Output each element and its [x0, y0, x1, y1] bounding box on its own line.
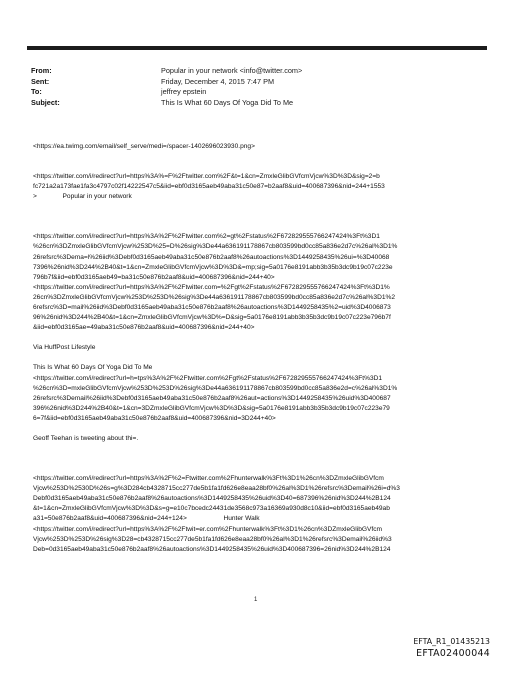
header-rule: [27, 46, 487, 50]
article-link-line: 396%26nid%3D244%2B40&t=1&cn=3DZmxleGlibGVfcmVjcw%3D%3D&sig=5a0176e8191abb3b35b3dc9b19c07c223e79: [33, 404, 390, 412]
spacer-image-link: <https://ea.twimg.com/email/self_serve/medi=/spacer-1402696023930.png>: [33, 143, 255, 150]
status-link-line: 6refsrc%3D=mail%26iid%3Debf0d3165aeb49aba31c50e876b2aaf8%26autoactions%3D1449258435%2=uid%3D4006873: [33, 304, 391, 312]
from-row: [31, 66, 491, 77]
status-link-line: <https://twitter.com/i/redirect?url=https%3A%2F%2Ftwitter.com=%2Fgt%2Fstatus%2F672829555766247424%3Ft%3D1%: [33, 283, 390, 291]
article-block: [33, 363, 488, 424]
article-link-line: <https://twitter.com/i/redirect?url=h=tps%3A%2F%2Ftwitter.com%2Fgt%2Fstatus%2F672829555766247424%3Ft%3D1: [33, 374, 383, 382]
from-value: Popular in your network <info@twitter.com>: [161, 66, 303, 75]
to-value: jeffrey epstein: [161, 87, 207, 97]
status-link-line: 7396%26nid%3D244%2B40&t=1&cn=ZmxleGlibGVfcmVjcw%3D%3D&=mp;sig=5a0176e8191abb3b35b3dc9b19c07c223e: [33, 263, 393, 271]
bates-number-large: EFTA02400044: [416, 648, 490, 659]
network-line: fc721a2a173fae1fa3c4797c02f14222547c5&iid=ebf0d3165aeb49aba31c50e87=b2aaf8&uid=400687396&nid=244+1553: [33, 183, 385, 191]
article-title: This Is What 60 Days Of Yoga Did To Me: [33, 364, 153, 372]
profile-link-line: a31=50e876b2aaf8&uid=400687396&nid=244+124> Hunter Walk: [33, 515, 260, 523]
status-link-line: &iid=ebf0d3165ae=49aba31c50e876b2aaf8&uid=400687396&nid=244+40>: [33, 324, 255, 332]
from-label: From:: [31, 66, 52, 75]
profile-link-line: <https://twitter.com/i/redirect?url=https%3A%2F%2Ftwit=er.com%2Fhunterwalk%3Ft%3D1%26cn%3DZmxleGlibGVfcm: [33, 525, 383, 533]
page-number: 1: [254, 597, 258, 603]
via-source: Via HuffPost Lifestyle: [33, 344, 96, 352]
sent-value: Friday, December 4, 2015 7:47 PM: [161, 76, 275, 86]
article-link-line: 6=7f&iid=ebf0d3165aeb49aba31c50e876b2aaf8&uid=400687396&nid=3D244+40>: [33, 414, 276, 422]
network-block: [33, 172, 488, 202]
sent-row: [31, 77, 491, 88]
tweeting-note: Geoff Teehan is tweeting about thi=.: [33, 434, 139, 442]
bates-number-small: EFTA_R1_01435213: [413, 637, 490, 646]
subject-row: [31, 98, 491, 109]
profile-link-line: Vjcw%253D%2530D%26s=g%3D284cb4328715cc277de5b1fa1fd626e8eaa28bf0%26al%3D1%26refsrc%3Demail%26i=d%3: [33, 485, 400, 493]
to-label: To:: [31, 87, 42, 97]
article-link-line: 26refsrc%3Demail%26iid%3Debf0d3165aeb49aba31c50e876b2aaf8%26aut=actions%3D1449258435%26uid%3D400687: [33, 394, 391, 402]
hunter-walk-block: [33, 474, 488, 555]
profile-link-line: Deb=0d3165aeb49aba31c50e876b2aaf8%26autoactions%3D1449258435%26uid%3D400687396=26nid%3D244%2B124: [33, 545, 391, 553]
sent-label: Sent:: [31, 76, 50, 86]
email-body: [33, 142, 488, 555]
status-link-line: 96%26nid%3D244%2B40&t=1&cn=ZmxleGlibGVfcmVjcw%3D%=D&sig=5a0176e8191abb3b35b3dc9b19c07c223e796b7f: [33, 314, 391, 322]
network-line: <https://twitter.com/i/redirect?url=https%3A%=F%2Ftwitter.com%2F&t=1&cn=ZmxleGlibGVfcmVjcw%3D%3D&sig=2=b: [33, 173, 380, 181]
status-link-line: <https://twitter.com/i/redirect?url=https%3A%2F%2Ftwitter.com%2=gt%2Fstatus%2F672829555766247424%3Ft%3D1: [33, 233, 380, 241]
status-link-line: 26cn%3DZmxleGlibGVfcmVjcw%253D%253D%26sig%3De44a636191178867cb803599bd0cc85a836e2d7c%26al%3D1%2: [33, 293, 396, 301]
status-link-line: 796b7f&iid=ebf0d3165aeb49=ba31c50e876b2aaf8&uid=400687396&nid=244+40>: [33, 273, 275, 281]
profile-link-line: <https://twitter.com/i/redirect?url=https%3A%2F%2=Ftwitter.com%2Fhunterwalk%3Ft%3D1%26cn%3DZmxleGlibGVfcm: [33, 475, 384, 483]
profile-link-line: Vjcw%253D%253D%26sig%3D28=cb4328715cc277de5b1fa1fd626e8eaa28bf0%26al%3D1%26refsrc%3Demail%26iid%3: [33, 535, 392, 543]
network-line: > Popular in your network: [33, 193, 132, 201]
status-link-line: %26cn%3DZmxleGlibGVfcmVjcw%253D%25=D%26sig%3De44a636191178867cb803599bd0cc85a836e2d7c%26al%3D1%: [33, 243, 398, 251]
article-link-line: %26cn%3D=mxleGlibGVfcmVjcw%253D%253D%26sig%3De44a636191178867cb803599bd0cc85a836e2d=c%26al%3D1%: [33, 384, 398, 392]
status-link-line: 26refsrc%3Dema=l%26iid%3Debf0d3165aeb49aba31c50e876b2aaf8%26autoactions%3D1449258435%26ui=%3D40068: [33, 253, 390, 261]
profile-link-line: &t=1&cn=ZmxleGlibGVfcmVjcw%3D%3D&s=g=e10c7bcedc24431de3568c973a16369a930d8c10&iid=ebf0d3165aeb49ab: [33, 505, 390, 513]
to-row: [31, 87, 491, 98]
subject-label: Subject:: [31, 97, 60, 107]
email-header: [31, 66, 491, 108]
subject-value: This Is What 60 Days Of Yoga Did To Me: [161, 97, 294, 107]
profile-link-line: Debf0d3165aeb49aba31c50e876b2aaf8%26autoactions%3D1449258435%26uid%3D40=687396%26nid%3D244%2B124: [33, 495, 391, 503]
status-links-block: [33, 232, 488, 333]
